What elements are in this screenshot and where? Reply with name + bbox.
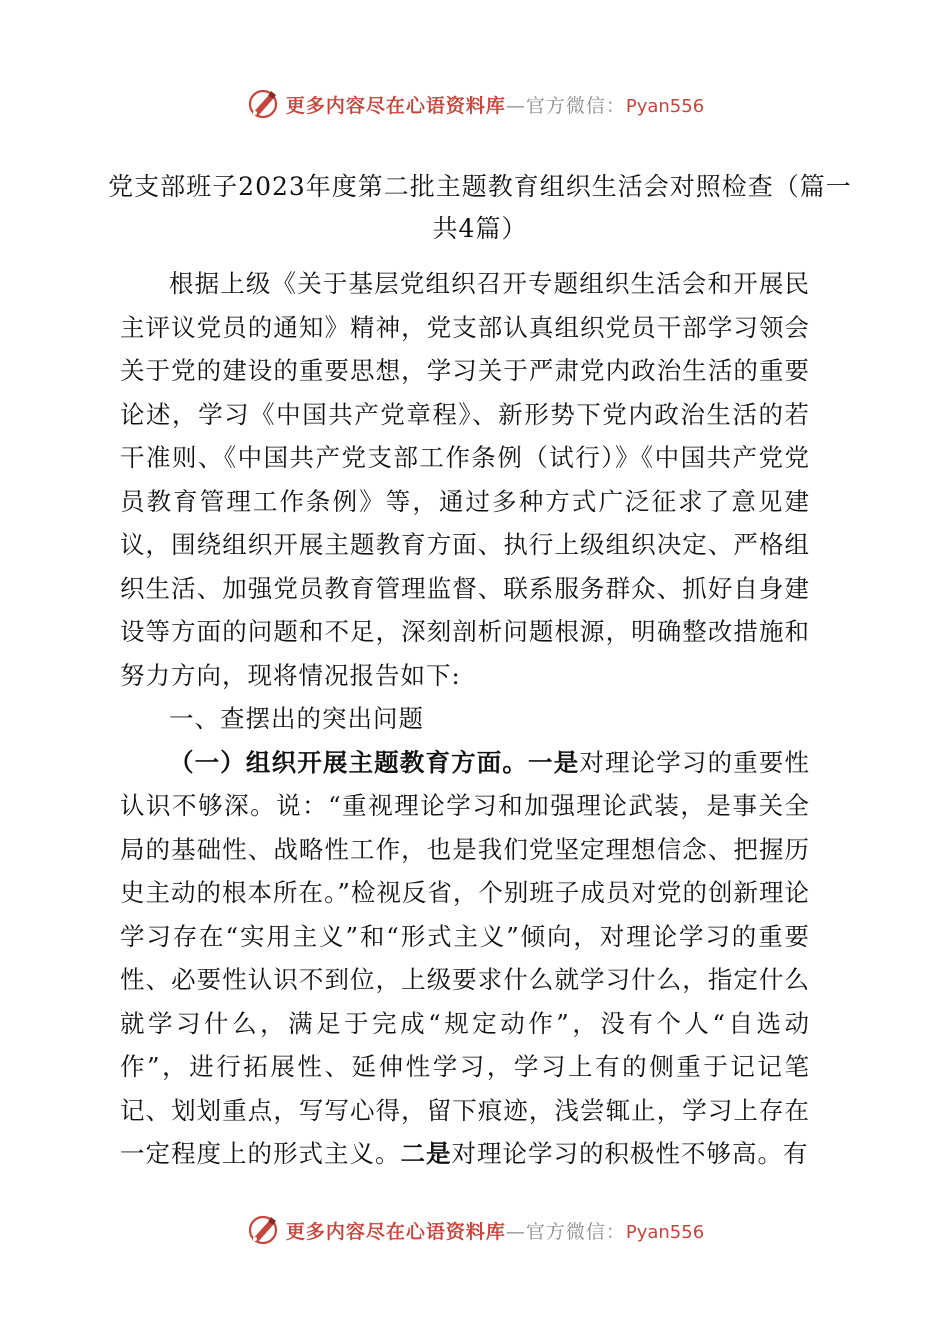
problem-paragraph [120,741,810,1176]
point-two-label: 二是 [400,1139,452,1168]
watermark-site: 更多内容尽在心语资料库 [285,1220,506,1243]
watermark-dash: — [505,1220,526,1243]
pen-nib-logo-icon [246,87,280,121]
point-two-text: 对理论学习的积极性不够高。有 [451,1139,809,1168]
subsection-label: （一）组织开展主题教育方面。 [169,747,529,777]
document-title: 党支部班子2023年度第二批主题教育组织生活会对照检查（篇一共4篇） [108,172,852,243]
watermark-banner-top [0,84,950,124]
watermark-label: 官方微信： [525,1220,626,1243]
document-body [120,262,810,1176]
watermark-wechat-id: Pyan556 [625,1221,705,1243]
watermark-dash: — [505,94,526,117]
point-one-label: 一是 [528,747,580,777]
intro-paragraph: 根据上级《关于基层党组织召开专题组织生活会和开展民主评议党员的通知》精神，党支部认真组织党员干部学习领会关于党的建设的重要思想，学习关于严肃党内政治生活的重要论述，学习《中国共产党章程》、新形势下党内政治生活的若干准则、《中国共产党支部工作条例（试行）》《中国共产党党员教育管理工作条例》等，通过多种方式广泛征求了意见建议，围绕组织开展主题教育方面、执行上级组织决定、严格组织生活、加强党员教育管理监督、联系服务群众、抓好自身建设等方面的问题和不足，深刻剖析问题根源，明确整改措施和努力方向，现将情况报告如下: [120,269,810,690]
watermark-banner-bottom [0,1210,950,1250]
watermark-wechat-id: Pyan556 [625,95,705,117]
watermark-text [286,1217,704,1244]
watermark-site: 更多内容尽在心语资料库 [285,94,506,117]
section-heading: 一、查摆出的突出问题 [169,704,424,733]
point-one-text: 对理论学习的重要性认识不够深。说：“重视理论学习和加强理论武装，是事关全局的基础性、战略性工作，也是我们党坚定理想信念、把握历史主动的根本所在。”检视反省，个别班子成员对党的创新理论学习存在“实用主义”和“形式主义”倾向，对理论学习的重要性、必要性认识不到位，上级要求什么就学习什么，指定什么就学习什么，满足于完成“规定动作”，没有个人“自选动作”，进行拓展性、延伸性学习，学习上有的侧重于记记笔记、划划重点，写写心得，留下痕迹，浅尝辄止，学习上存在一定程度上的形式主义。 [120,747,811,1168]
watermark-text [286,91,704,118]
watermark-label: 官方微信： [525,94,626,117]
pen-nib-logo-icon [246,1213,280,1247]
